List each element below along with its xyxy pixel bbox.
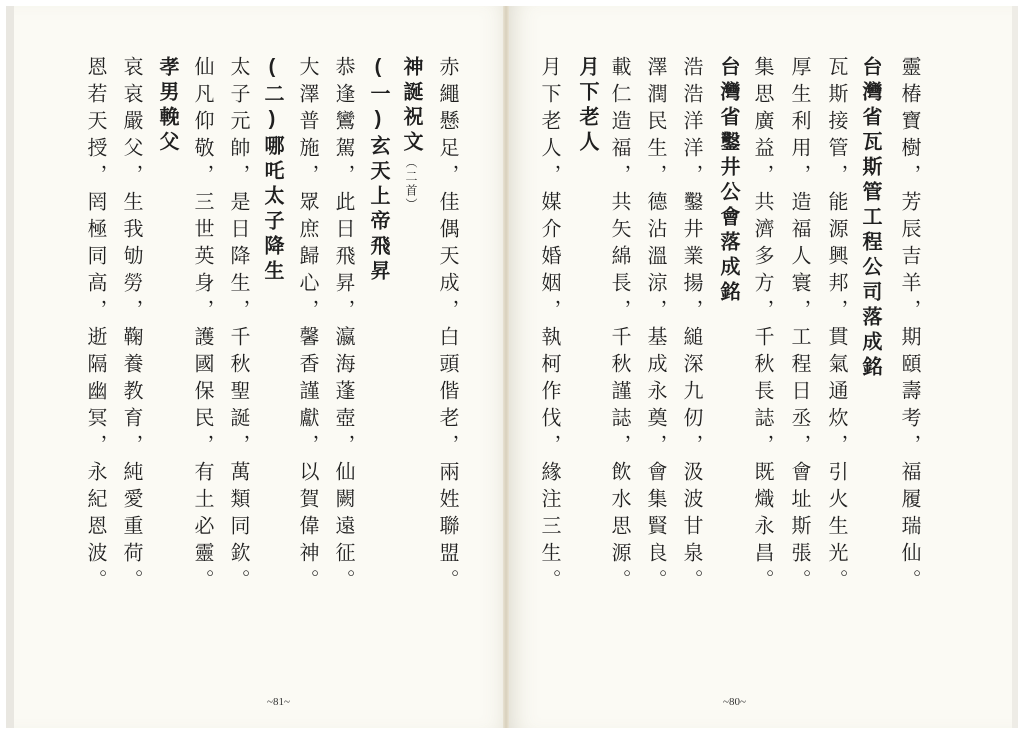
book-gutter — [503, 6, 509, 728]
heading-note: （二首） — [404, 156, 418, 212]
heading-well-drilling-inscription: 台灣省鑿井公會落成銘 — [717, 56, 739, 306]
text-column: 哀哀嚴父，生我劬勞，鞠養教育，純愛重荷。 — [120, 56, 144, 596]
text-column: 瓦斯接管，能源興邦，貫氣通炊，引火生光。 — [825, 56, 849, 596]
text-column: 恭逢鸞駕，此日飛昇，瀛海蓬壺，仙闕遠征。 — [332, 56, 356, 596]
text-column: 靈椿寶樹，芳辰吉羊，期頤壽考，福履瑞仙。 — [898, 56, 922, 596]
heading-son-mourning-father: 孝男輓父 — [156, 56, 178, 156]
text-column: 澤潤民生，德沾溫涼，基成永奠，會集賢良。 — [644, 56, 668, 596]
heading-birthday-prayers — [401, 56, 421, 656]
heading-gas-pipe-inscription: 台灣省瓦斯管工程公司落成銘 — [859, 56, 881, 381]
heading-nezha: (二)哪吒太子降生 — [261, 56, 283, 285]
text-column: 載仁造福，共矢綿長，千秋謹誌，飲水思源。 — [608, 56, 632, 596]
heading-matchmaker: 月下老人 — [576, 56, 598, 156]
text-column: 大澤普施，眾庶歸心，馨香謹獻，以賀偉神。 — [296, 56, 320, 596]
text-column: 太子元帥，是日降生，千秋聖誕，萬類同欽。 — [227, 56, 251, 596]
text-column: 集思廣益，共濟多方，千秋長誌，既熾永昌。 — [751, 56, 775, 596]
heading-xuantian-shangdi: (一)玄天上帝飛昇 — [367, 56, 389, 285]
text-column: 厚生利用，造福人寰，工程日丞，會址斯張。 — [788, 56, 812, 596]
text-column: 赤繩懸足，佳偶天成，白頭偕老，兩姓聯盟。 — [436, 56, 460, 596]
text-column: 月下老人，媒介婚姻，執柯作伐，緣注三生。 — [538, 56, 562, 596]
text-column: 恩若天授，罔極同高，逝隔幽冥，永紀恩波。 — [84, 56, 108, 596]
heading-text: 神誕祝文 — [400, 56, 422, 156]
page-number-right: ~80~ — [723, 696, 746, 708]
page-number-left: ~81~ — [267, 696, 290, 708]
text-column: 仙凡仰敬，三世英身，護國保民，有土必靈。 — [191, 56, 215, 596]
text-column: 浩浩洋洋，鑿井業揚，縋深九仞，汲波甘泉。 — [680, 56, 704, 596]
